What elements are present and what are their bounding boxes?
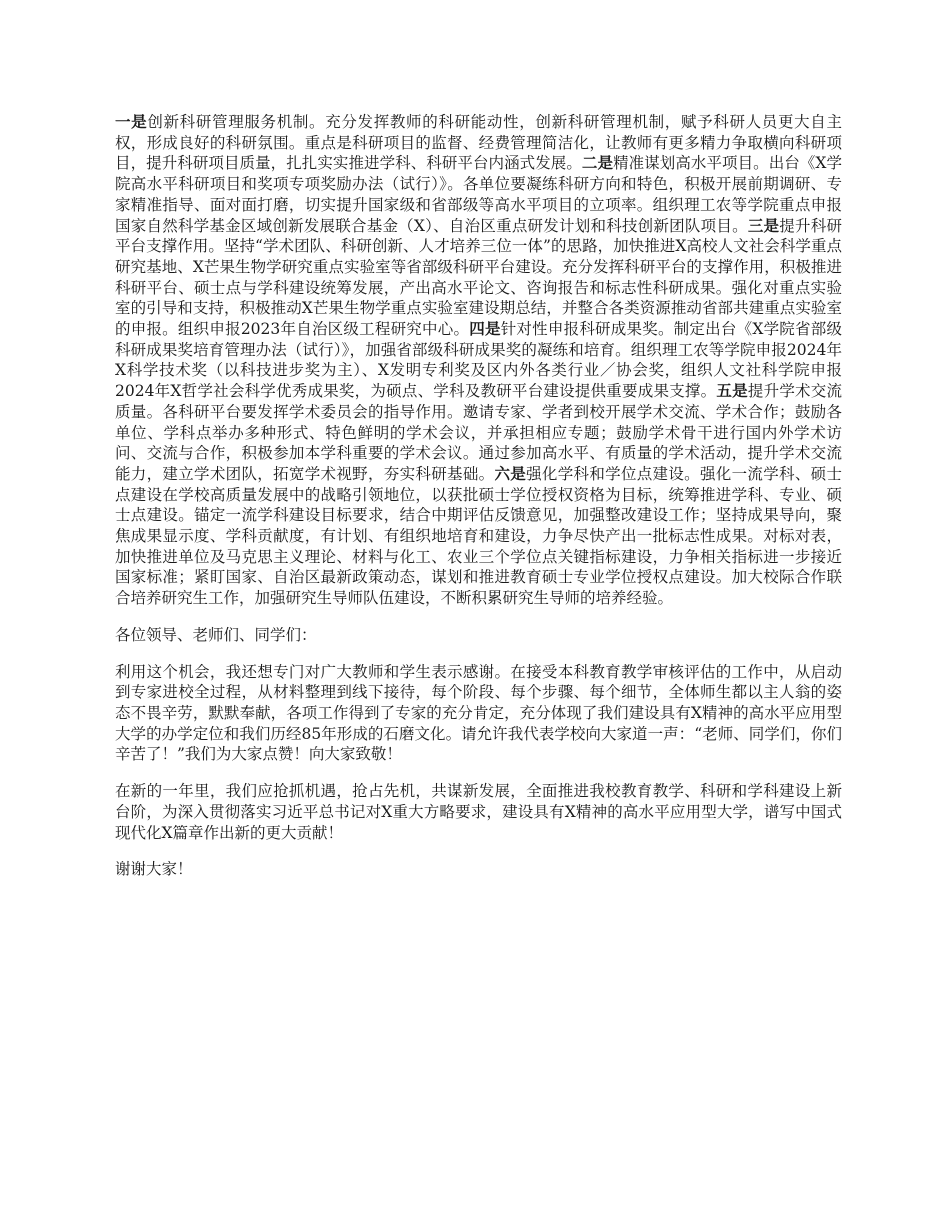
greeting-paragraph: 各位领导、老师们、同学们： <box>115 625 317 644</box>
point-four-text: 针对性申报科研成果奖。制定出台《X学院省部级科研成果奖培育管理办法（试行）》，加强省部级科研成果奖的凝练和培育。组织理工农等学院申报2024年X科学技术奖（以科技进步奖为主）、X发明专利奖及区内外各类行业／协会奖，组织人文社科学院申报2024年X哲学社会科学优秀成果奖，为硕点、学科及教研平台建设提供重要成果支撑。 <box>115 320 842 401</box>
document-body <box>115 112 842 896</box>
closing-paragraph: 谢谢大家！ <box>115 860 193 879</box>
main-paragraph <box>115 112 842 609</box>
point-one-lead: 一是 <box>115 112 148 131</box>
outlook-paragraph: 在新的一年里，我们应抢抓机遇，抢占先机，共谋新发展，全面推进我校教育教学、科研和学科建设上新台阶，为深入贯彻落实习近平总书记对X重大方略要求，建设具有X精神的高水平应用型大学，谱写中国式现代化X篇章作出新的更大贡献！ <box>115 782 842 842</box>
point-one-text: 创新科研管理服务机制。充分发挥教师的科研能动性，创新科研管理机制，赋予科研人员更大自主权，形成良好的科研氛围。重点是科研项目的监督、经费管理简洁化，让教师有更多精力争取横向科研项目，提升科研项目质量，扎扎实实推进学科、科研平台内涵式发展。 <box>115 113 842 173</box>
point-two-text: 精准谋划高水平项目。出台《X学院高水平科研项目和奖项专项奖励办法（试行）》。各单位要凝练科研方向和特色，积极开展前期调研、专家精准指导、面对面打磨，切实提升国家级和省部级等高水平项目的立项率。组织理工农等学院重点申报国家自然科学基金区域创新发展联合基金（X）、自治区重点研发计划和科技创新团队项目。 <box>115 154 842 235</box>
point-three-lead: 三是 <box>747 215 780 235</box>
point-six-lead: 六是 <box>494 463 527 483</box>
point-five-text: 提升学术交流质量。各科研平台要发挥学术委员会的指导作用。邀请专家、学者到校开展学术交流、学术合作；鼓励各单位、学科点举办多种形式、特色鲜明的学术会议，并承担相应专题；鼓励学术骨干进行国内外学术访问、交流与合作，积极参加本学科重要的学术会议。通过参加高水平、有质量的学术活动，提升学术交流能力，建立学术团队，拓宽学术视野，夯实科研基础。 <box>115 382 842 483</box>
point-two-lead: 二是 <box>581 153 614 173</box>
thanks-paragraph: 利用这个机会，我还想专门对广大教师和学生表示感谢。在接受本科教育教学审核评估的工作中，从启动到专家进校全过程，从材料整理到线下接待，每个阶段、每个步骤、每个细节，全体师生都以主人翁的姿态不畏辛劳，默默奉献，各项工作得到了专家的充分肯定，充分体现了我们建设具有X精神的高水平应用型大学的办学定位和我们历经85年形成的石磨文化。请允许我代表学校向大家道一声：“老师、同学们，你们辛苦了！”我们为大家点赞！向大家致敬！ <box>115 662 842 764</box>
point-three-text: 提升科研平台支撑作用。坚持“学术团队、科研创新、人才培养三位一体”的思路，加快推进X高校人文社会科学重点研究基地、X芒果生物学研究重点实验室等省部级科研平台建设。充分发挥科研平台的支撑作用，积极推进科研平台、硕士点与学科建设统筹发展，产出高水平论文、咨询报告和标志性科研成果。强化对重点实验室的引导和支持，积极推动X芒果生物学重点实验室建设期总结，并整合各类资源推动省部共建重点实验室的申报。组织申报2023年自治区级工程研究中心。 <box>115 216 842 339</box>
point-six-text: 强化学科和学位点建设。强化一流学科、硕士点建设在学校高质量发展中的战略引领地位，以获批硕士学位授权资格为目标，统筹推进学科、专业、硕士点建设。锚定一流学科建设目标要求，结合中期评估反馈意见，加强整改建设工作；坚持成果导向，聚焦成果显示度、学科贡献度，有计划、有组织地培育和建设，力争尽快产出一批标志性成果。对标对表，加快推进单位及马克思主义理论、材料与化工、农业三个学位点关键指标建设，力争相关指标进一步接近国家标准；紧盯国家、自治区最新政策动态，谋划和推进教育硕士专业学位授权点建设。加大校际合作联合培养研究生工作，加强研究生导师队伍建设，不断积累研究生导师的培养经验。 <box>115 464 842 608</box>
point-four-lead: 四是 <box>469 319 501 339</box>
point-five-lead: 五是 <box>716 381 748 401</box>
